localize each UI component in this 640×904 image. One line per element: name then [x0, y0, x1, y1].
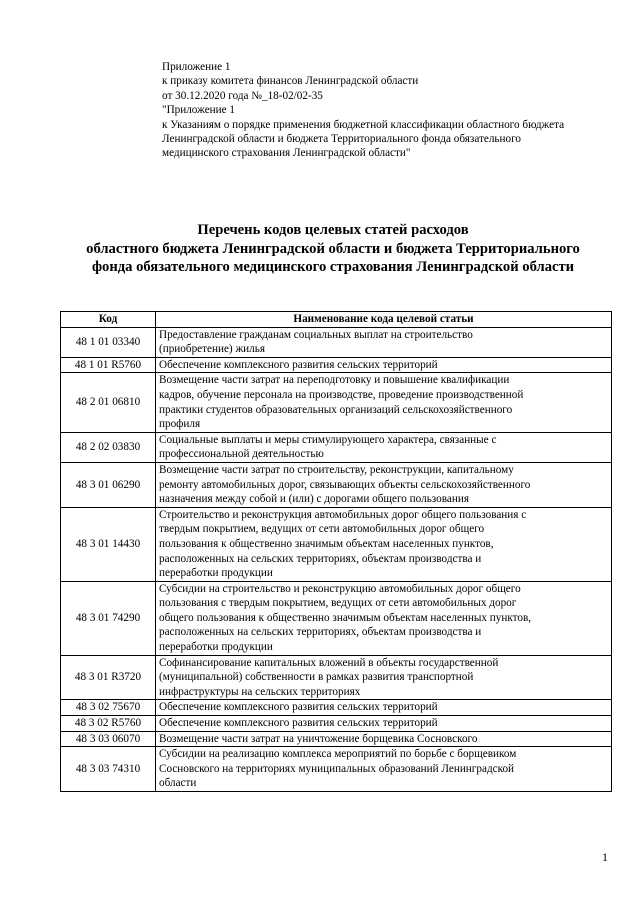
- name-line: Субсидии на реализацию комплекса мероприятий по борьбе с борщевиком: [159, 748, 517, 761]
- name-cell: [156, 507, 612, 581]
- name-cell: [156, 700, 612, 716]
- name-line: Строительство и реконструкция автомобильных дорог общего пользования с: [159, 508, 527, 521]
- name-line: Субсидии на строительство и реконструкцию автомобильных дорог общего: [159, 582, 521, 595]
- name-cell: [156, 462, 612, 507]
- name-line: (муниципальной) собственности в рамках развития транспортной: [159, 671, 474, 684]
- name-cell: [156, 655, 612, 700]
- name-line: Обеспечение комплексного развития сельских территорий: [159, 358, 438, 371]
- table-row: [61, 655, 612, 700]
- table-row: [61, 462, 612, 507]
- name-line: профиля: [159, 418, 201, 431]
- table-row: [61, 432, 612, 462]
- name-line: Социальные выплаты и меры стимулирующего характера, связанные с: [159, 433, 497, 446]
- table-header-row: [61, 312, 612, 328]
- code-cell: 48 3 01 74290: [61, 581, 156, 655]
- document-title: [40, 221, 626, 277]
- name-line: переработки продукции: [159, 567, 273, 580]
- name-line: ремонту автомобильных дорог, связывающих объекты сельскохозяйственного: [159, 478, 531, 491]
- name-line: инфраструктуры на сельских территориях: [159, 685, 361, 698]
- code-cell: 48 2 02 03830: [61, 432, 156, 462]
- name-line: переработки продукции: [159, 641, 273, 654]
- code-cell: 48 2 01 06810: [61, 373, 156, 432]
- name-line: расположенных на сельских территориях, объектам производства и: [159, 552, 482, 565]
- code-cell: 48 3 01 14430: [61, 507, 156, 581]
- code-cell: 48 3 03 06070: [61, 731, 156, 747]
- column-header-name: Наименование кода целевой статьи: [156, 312, 612, 328]
- header-line: к приказу комитета финансов Ленинградской области: [162, 75, 419, 88]
- code-cell: 48 3 01 06290: [61, 462, 156, 507]
- table-body: [61, 327, 612, 791]
- code-cell: 48 3 03 74310: [61, 747, 156, 792]
- table-row: [61, 327, 612, 357]
- table-row: [61, 581, 612, 655]
- code-cell: 48 3 02 R5760: [61, 716, 156, 732]
- name-line: (приобретение) жилья: [159, 343, 266, 356]
- name-line: назначения между собой и (или) с дорогами общего пользования: [159, 493, 469, 506]
- name-line: Возмещение части затрат на переподготовку и повышение квалификации: [159, 374, 510, 387]
- name-cell: [156, 581, 612, 655]
- name-line: Возмещение части затрат по строительству, реконструкции, капитальному: [159, 463, 514, 476]
- name-cell: [156, 327, 612, 357]
- name-line: расположенных на сельских территориях, объектам производства и: [159, 626, 482, 639]
- title-line: областного бюджета Ленинградской области и бюджета Территориального: [86, 240, 580, 257]
- name-line: общего пользования к общественно значимым объектам населенных пунктов,: [159, 611, 532, 624]
- name-line: твердым покрытием, ведущих от сети автомобильных дорог общего: [159, 523, 485, 536]
- header-line: "Приложение 1: [162, 104, 236, 117]
- code-cell: 48 3 02 75670: [61, 700, 156, 716]
- name-line: Предоставление гражданам социальных выплат на строительство: [159, 328, 473, 341]
- name-line: Обеспечение комплексного развития сельских территорий: [159, 717, 438, 730]
- table-row: [61, 747, 612, 792]
- table-row: [61, 700, 612, 716]
- header-line: Ленинградской области и бюджета Территориального фонда обязательного: [162, 133, 522, 146]
- name-cell: [156, 731, 612, 747]
- table-row: [61, 357, 612, 373]
- table-row: [61, 373, 612, 432]
- header-line: к Указаниям о порядке применения бюджетной классификации областного бюджета: [162, 118, 565, 131]
- name-line: практики студентов образовательных организаций сельскохозяйственного: [159, 403, 513, 416]
- code-cell: 48 1 01 R5760: [61, 357, 156, 373]
- name-line: профессиональной деятельностью: [159, 448, 324, 461]
- name-line: области: [159, 777, 197, 790]
- header-line: Приложение 1: [162, 61, 231, 73]
- header-line: от 30.12.2020 года №_18-02/02-35: [162, 89, 323, 102]
- title-line: Перечень кодов целевых статей расходов: [197, 222, 469, 238]
- name-line: Софинансирование капитальных вложений в объекты государственной: [159, 656, 499, 669]
- name-cell: [156, 373, 612, 432]
- code-cell: 48 1 01 03340: [61, 327, 156, 357]
- name-line: кадров, обучение персонала на производстве, проведение производственной: [159, 388, 524, 401]
- target-codes-table: [60, 311, 612, 792]
- name-cell: [156, 432, 612, 462]
- code-cell: 48 3 01 R3720: [61, 655, 156, 700]
- name-line: Обеспечение комплексного развития сельских территорий: [159, 701, 438, 714]
- appendix-header: [162, 60, 582, 161]
- name-line: пользования с твердым покрытием, ведущих от сети автомобильных дорог: [159, 597, 517, 610]
- name-cell: [156, 357, 612, 373]
- column-header-code: Код: [61, 312, 156, 328]
- name-cell: [156, 716, 612, 732]
- header-line: медицинского страхования Ленинградской области": [162, 147, 411, 160]
- name-line: пользования к общественно значимым объектам населенных пунктов,: [159, 537, 494, 550]
- name-line: Сосновского на территориях муниципальных образований Ленинградской: [159, 762, 515, 775]
- name-cell: [156, 747, 612, 792]
- table-row: [61, 507, 612, 581]
- title-line: фонда обязательного медицинского страхования Ленинградской области: [91, 259, 575, 275]
- page-number: 1: [602, 850, 608, 864]
- table-row: [61, 731, 612, 747]
- name-line: Возмещение части затрат на уничтожение борщевика Сосновского: [159, 732, 478, 745]
- table-row: [61, 716, 612, 732]
